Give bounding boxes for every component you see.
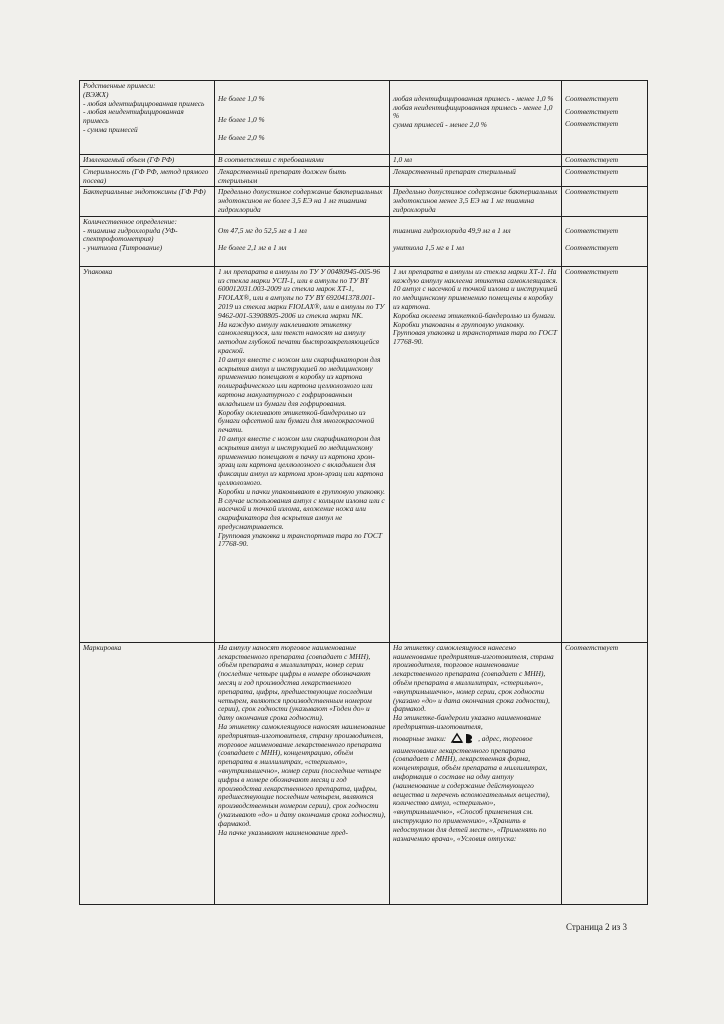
specification-table [79,80,648,905]
cell-text [393,732,558,844]
cell-conclusion [562,216,648,266]
cell-text: Не более 1,0 % [218,115,265,125]
table-row-marking [80,642,648,904]
cell-conclusion: Соответствует [562,166,648,187]
cell-text: На ампулу наносят торговое наименование лекарственного препарата (совпадает с МНН), объём препарата в миллилитрах, номер серии (последние четыре цифры в номере обозначают месяц и год производства лекарственного препарата, цифры, предшествующие последним четырем, являются производственным номером серии), срок годности (указывают «Годен до» и дату окончания срока годности). [218,642,373,723]
cell-text: - сумма примесей [83,124,138,134]
cell-text: - тиамина гидрохлорида (УФ-спектрофотометрия) [83,225,178,244]
cell-requirement [215,642,390,904]
cell-conclusion: Соответствует [562,266,648,642]
trademark-label: товарные знаки: [393,733,447,743]
cell-text: Групповая упаковка и транспортная тара по ГОСТ 17768-90. [393,328,557,347]
cell-requirement [215,266,390,642]
cell-text: 10 ампул вместе с ножом или скарификатором для вскрытия ампул и инструкцией по медицинскому применению помещают в коробку из картона полиграфического или картона целлюлозного или картона макулатурного с гофрированным вкладышем из бумаги для гофрирования. [218,354,381,408]
cell-text: От 47,5 мг до 52,5 мг в 1 мл [218,225,307,235]
cell-text: 1 мл препарата в ампулы из стекла марки ХТ-1. На каждую ампулу наклеена этикетка самоклеящаяся. [393,266,558,285]
cell-conclusion: Соответствует [562,187,648,216]
cell-test-name: Бактериальные эндотоксины (ГФ РФ) [80,187,215,216]
cell-result: Предельно допустимое содержание бактериальных эндотоксинов менее 3,5 ЕЭ на 1 мг тиамина гидрохлорида [390,187,562,216]
table-row-sterility [80,166,648,187]
table-row-volume [80,155,648,167]
cell-text: Не более 2,1 мг в 1 мл [218,243,287,253]
page-number: Страница 2 из 3 [566,922,627,932]
cell-result [390,642,562,904]
table-row-impurities [80,81,648,155]
cell-result [390,81,562,155]
cell-text: Количественное определение: [83,216,177,226]
cell-result: Лекарственный препарат стерильный [390,166,562,187]
cell-text: Коробки и пачки упаковывают в групповую упаковку. [218,486,386,496]
cell-text: 10 ампул вместе с ножом или скарификатором для вскрытия ампул и инструкцией по медицинскому применению помещают в пачку из картона хром-эрзац или картона целлюлозного с вкладышем для фиксации ампул из картона хром-эрзац или картона целлюлозного. [218,433,384,487]
cell-text: любая неидентифицированная примесь - менее 1,0 % [393,102,553,121]
cell-test-name: Упаковка [80,266,215,642]
table-row-endotoxins [80,187,648,216]
cell-text: На этикетке-бандероли указано наименование предприятия-изготовителя, [393,713,541,731]
cell-test-name [80,216,215,266]
cell-test-name: Извлекаемый объем (ГФ РФ) [80,155,215,167]
cell-text: Соответствует [565,225,619,235]
cell-text: В случае использования ампул с кольцом излома или с насечкой и точкой излома, вложение ножа или скарификатора для вскрытия ампул не предусматривается. [218,495,385,531]
cell-text: Не более 2,0 % [218,132,265,142]
cell-text: 1 мл препарата в ампулы по ТУ У 00480945-005-96 из стекла марки УСП-1, или в ампулы по ТУ BY 600012031.003-2009 из стекла марок ХТ-1, FIOLAX®, или в ампулы по ТУ BY 692041378.001-2019 из стекла марки FIOLAX®, или в ампулы по ТУ 9462-001-53908805-2006 из стекла марки NK. [218,266,385,320]
cell-conclusion: Соответствует [562,642,648,904]
cell-text: - любая идентифицированная примесь [83,98,205,108]
cell-requirement [215,81,390,155]
cell-conclusion [562,81,648,155]
cell-text: , адрес, торговое наименование лекарственного препарата (совпадает с МНН), лекарственная форма, концентрация, объём препарата в миллилитрах, информация о составе на одну ампулу (наименование и содержание действующего вещества и перечень вспомогательных веществ), количество ампул, «стерильно», «внутримышечно», «Способ применения см. инструкцию по применению», «Хранить в недоступном для детей месте», «Применять по назначению врача», «Условия отпуска: [393,733,550,843]
trademark-icon [450,732,476,747]
cell-text: Коробки упакованы в групповую упаковку. [393,319,525,329]
cell-text: Не более 1,0 % [218,93,265,103]
cell-text: Соответствует [565,93,619,103]
cell-text: На этикетку самоклеящуюся нанесено наименование предприятия-изготовителя, страна производителя, торговое наименование лекарственного препарата (совпадает с МНН), объём препарата в миллилитрах, «стерильно», «внутримышечно», номер серии, срок годности (указано «до» и дата окончания срока годности), фармакод. [393,642,554,714]
cell-test-name [80,81,215,155]
cell-text: - унитиола (Титрование) [83,243,163,253]
table-row-assay [80,216,648,266]
cell-result: 1,0 мл [390,155,562,167]
cell-text: тиамина гидрохлорида 49,9 мг в 1 мл [393,225,511,235]
cell-requirement: Предельно допустимое содержание бактериальных эндотоксинов не более 3,5 ЕЭ на 1 мг тиамина гидрохлорида [215,187,390,216]
cell-text: сумма примесей - менее 2,0 % [393,120,487,130]
cell-text: унитиола 1,5 мг в 1 мл [393,243,465,253]
cell-text: Соответствует [565,243,619,253]
cell-requirement: В соответствии с требованиями [215,155,390,167]
cell-text: Коробку оклеивают этикеткой-бандеролью из бумаги офсетной или бумаги для многокрасочной печати. [218,407,375,435]
cell-result [390,266,562,642]
cell-text: Родственные примеси: [83,81,156,90]
cell-text: Коробка оклеена этикеткой-бандеролью из бумаги. [393,310,556,320]
cell-text: (ВЭЖХ) [83,89,109,99]
cell-conclusion: Соответствует [562,155,648,167]
cell-text: На каждую ампулу наклеивают этикетку самоклеящуюся, или текст наносят на ампулу методом глубокой печати быстрозакрепляющейся краской. [218,319,380,355]
cell-result [390,216,562,266]
cell-text: 10 ампул с насечкой и точкой излома и инструкцией по медицинскому применению помещены в коробку из картона. [393,284,558,311]
cell-text: - любая неидентифицированная примесь [83,107,184,126]
cell-test-name: Маркировка [80,642,215,904]
cell-text: На этикетку самоклеящуюся наносят наименование предприятия-изготовителя, страну производителя, торговое наименование лекарственного препарата (совпадает с МНН), концентрацию, объём препарата в миллилитрах, «стерильно», «внутримышечно», номер серии (последние четыре цифры в номере обозначают месяц и год производства лекарственного препарата, цифры, предшествующие последним четырем, являются производственным номером серии), срок годности (указывают «до» и дату окончания срока годности), фармакод. [218,721,386,828]
cell-requirement [215,216,390,266]
cell-test-name: Стерильность (ГФ РФ, метод прямого посева) [80,166,215,187]
cell-text: Групповая упаковка и транспортная тара по ГОСТ 17768-90. [218,530,382,549]
cell-text: На пачке указывают наименование пред- [218,827,348,837]
cell-text: Соответствует [565,119,619,129]
cell-text: Соответствует [565,106,619,116]
cell-requirement: Лекарственный препарат должен быть стерильным [215,166,390,187]
cell-text: любая идентифицированная примесь - менее 1,0 % [393,93,554,103]
table-row-packaging [80,266,648,642]
